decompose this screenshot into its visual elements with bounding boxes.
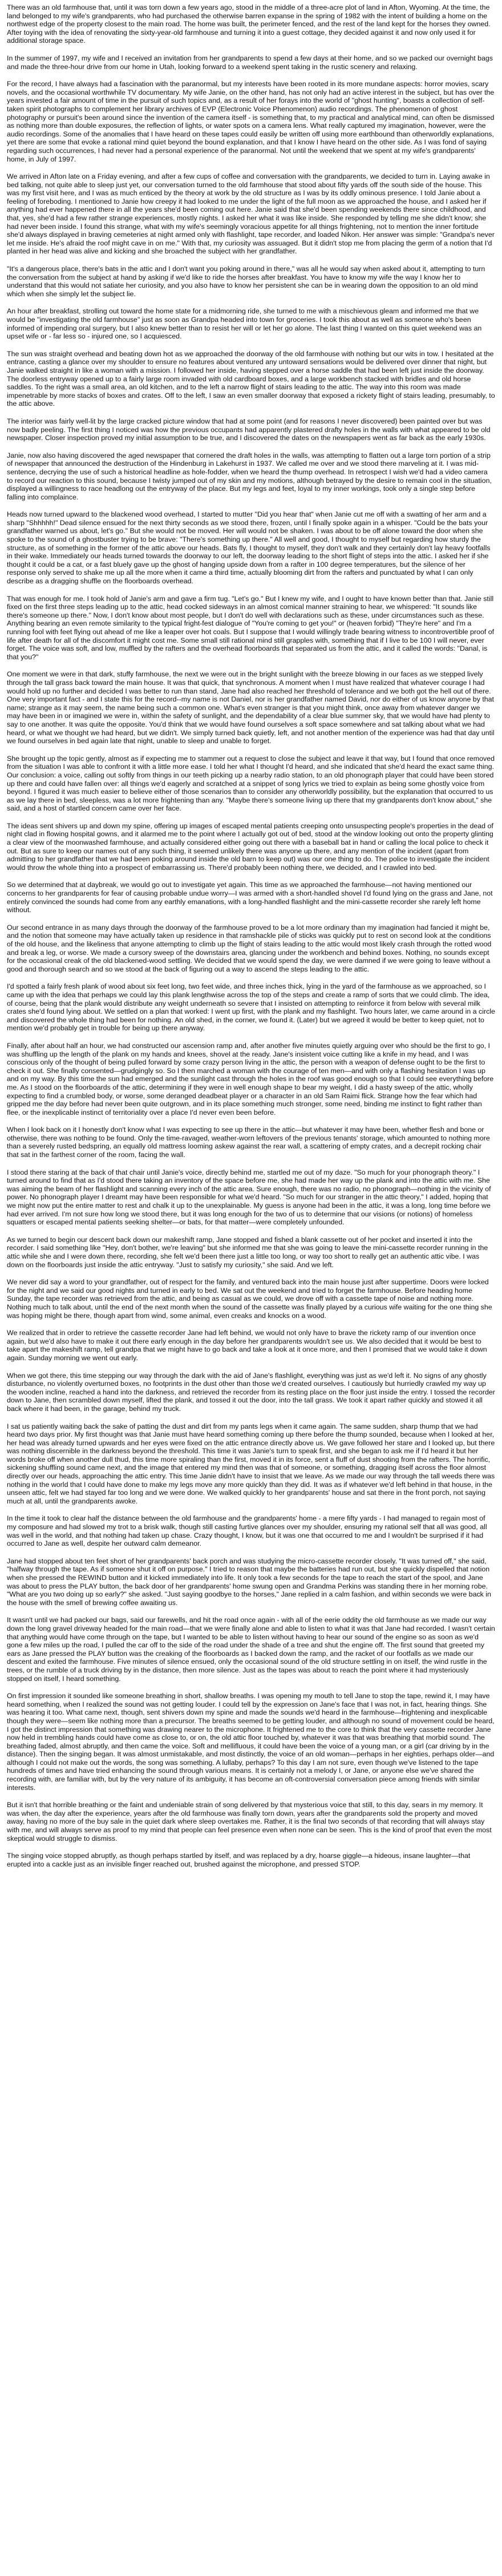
story-paragraph: I sat us patiently waiting back the sake of patting the dust and dirt from my pants legs when it came again. The same sudden, sharp thump that we had heard two days prior. My first thought was that Janie must have heard something coming up there before the thump sounded, because when I looked at her, her head was already turned upwards and her eyes were fixed on the attic entrance directly above us. We gave followed her stare and I looked up, but there was nothing discernible in the darkness beyond the threshold. This time it was Janie's turn to speak first, and she began to ask me if I'd heard it but her words broke off when another dull thud, this time more spiraling than the first, moved it in its force, sent a fluff of dust shooting from the rafters. The horrific, sickening shuffling sound came next, and the image that entered my mind then was that of someone, or something, dragging itself across the floor almost directly over our heads, approaching the attic entry. This time Janie didn't have to insist that we leave. As we made our way through the tall weeds there was nothing in the world that I could have done to make my legs move any more quickly than they did. It was as if whatever we'd left behind in that house, in the unseen attic, felt we had stayed far too long and we were done. We walked quickly to her grandparents' house and sat there in the front porch, not saying much at all, until the grandparents awoke. [7,1422,495,1505]
story-paragraph: In the summer of 1997, my wife and I received an invitation from her grandparents to spend a few days at their home, and so we packed our overnight bags and made the three-hour drive from our home in Utah, looking forward to a weekend spent taking in the rustic scenery and relaxing. [7,54,493,71]
story-paragraph: I stood there staring at the back of that chair until Janie's voice, directly behind me, startled me out of my daze. "So much for your phonograph theory." I turned around to find that as I'd stood there taking an inventory of the space before me, she had made her way up the plank and into the attic with me. She was aiming the beam of her flashlight and scanning every inch of the attic area. Sure enough, there was no radio, no phonograph—nothing in the vicinity of power. No phonograph player I dreamt may have been responsible for what we'd heard. "So much for our stranger in the attic theory," I added, hoping that we might now put the entire matter to rest and chalk it up to the unexplainable. My guess is anyone had been in the attic, it was a long, long time before we had ever arrived. I'm not sure how long we stood there, but it was long enough for the two of us to determine that our visions (or notions) of homeless squatters or escaped mental patients seeking shelter—or bats, for that matter—were completely unfounded. [7,1168,491,1227]
story-paragraph: On first impression it sounded like someone breathing in short, shallow breaths. I was opening my mouth to tell Jane to stop the tape, rewind it, I may have heard something, when I realized the sound was not getting louder. I could tell by the expression on Jane's face that I was not, in fact, hearing things. She was hearing it too. What came next, though, sent shivers down my spine and made the sounds we'd heard in the farmhouse—frightening and inexplicable though they were—seem like nothing more than a precursor. The breaths seemed to be getting louder, and although no sound of movement could be heard, I got the distinct impression that something was drawing nearer to the microphone. It frightened me to the core to think that the very cassette recorder Jane now held in trembling hands could have come as close to, or on, the old attic floor touched by, whatever it was that was breathing that morbid sound. The breathing faded, almost abruptly, and then came the voice. Soft and mellifluous, it could have been the voice of a young man, or a girl (car driving by in the distance). Then the singing began. It was almost unmistakable, and most distinctly, the voice of an old woman—perhaps in her eighties, perhaps older—and although I could not make out the words, the song was something. A lullaby, perhaps? To this day I am not sure, even though we've listened to the tape hundreds of times and have tried enhancing the sound through various means. It is certainly not a melody I, or Jane, or anyone else we've shared the recording with, are familiar with, but by the very nature of its ambiguity, it has become an oft-controversial conversation piece among friends with similar interests. [7,1692,495,1792]
story-paragraph: Jane had stopped about ten feet short of her grandparents' back porch and was studying the micro-cassette recorder closely. "It was turned off," she said, "halfway through the tape. As if someone shut it off on purpose." I tried to reason that maybe the batteries had run out, but she quickly dispelled that notion when she pressed the REWIND button and it kicked immediately into life. It only took a few seconds for the tape to reach the start of the spool, and Jane was about to press the PLAY button, the back door of her grandparents' home swung open and Grandma Perkins was standing there in her morning robe. "What are you two doing up so early?" she asked. "Just saying goodbye to the horses," Jane replied in a calm fashion, and within seconds we were back in the house with the smell of brewing coffee awaiting us. [7,1557,491,1607]
story-paragraph: Our second entrance in as many days through the doorway of the farmhouse proved to be a lot more ordinary than my imagination had fancied it might be, and the notion that someone may have actually taken up residence in that ramshackle pile of sticks was quickly put to rest on second look at the conditions of the old house, and the likeliness that anyone attempting to climb up the flight of stairs leading to the attic would most likely crash through the rotted wood and break a leg, or worse. We made a cursory sweep of the downstairs area, glancing under the workbench and behind boxes. Nothing, no sounds except for the occasional creak of the old blackened-wood settling. We decided that we would spend the day, we were damned if we were going to leave without a good and thorough search and so we stood at the back of figuring out a way to ascend the steps leading to the attic. [7,923,492,973]
story-paragraph: There was an old farmhouse that, until it was torn down a few years ago, stood in the middle of a three-acre plot of land in Afton, Wyoming. At the time, the land belonged to my wife's grandparents, who had purchased the otherwise barren expanse in the spring of 1982 with the intent of building a home on the northwest edge of the property closest to the main road. The home was built, the perimeter fenced, and the rest of the land kept for the horses they owned. After toying with the idea of renovating the sixty-year-old farmhouse and turning it into a guest cottage, they decided against it and now only used it for additional storage space. [7,3,491,45]
story-paragraph: She brought up the topic gently, almost as if expecting me to stammer out a request to close the subject and leave it that way, but I found that once removed from the situation I was able to confront it with a little more ease. I told her what I thought I'd heard, and she indicated that she'd heard the exact same thing. Our conclusion: a voice, calling out softly from things in our teeth picking up a nearby radio station, to an old phonograph player that could have been stored up there and could have fallen over: all things we'd eagerly and scratched at a snippet of song lyrics we tried to explain as being some ghostly voice from beyond. I figured it was much easier to believe either of those scenarios than to consider any otherworldly possibility, but the explanation that occurred to us as we lay there in bed, sleepless, was a lot more frightening than any. "Maybe there's someone living up there that my grandparents don't know about," she said, and a host of startled concern came over her face. [7,754,495,813]
story-paragraph: But it isn't that horrible breathing or the faint and undeniable strain of song delivered by that mysterious voice that still, to this day, sears in my memory. It was when, the day after the experience, years after the old farmhouse was finally torn down, years after the grandparents sold the property and moved away, having no more of the buy sale in the quiet dark where sleep overtakes me. Rather, it is the final two seconds of that recording that will always stay with me, and will always serve as proof to my mind that people can feel presence even when none can be seen. This is the kind of proof that even the most skeptical would struggle to dismiss. [7,1801,492,1843]
story-paragraph: One moment we were in that dark, stuffy farmhouse, the next we were out in the bright sunlight with the breeze blowing in our faces as we stepped lively through the tall grass back toward the main house. It was that quick, that synchronous. A moment when I must have realized that whatever courage I had would hold up no further and decided I was better to run than stand, Jane had also reached her threshold of tolerance and we both got the hell out of there. One very important fact - and I state this for the record--my name is not Daniel, nor is her grandfather named David, nor do either of us know anyone by that name; strange as it may seem, the name being such a common one. What's even stranger is that you might think, once away from whatever danger we may have been in or imagined we were in, within the safety of sunlight, and the dependability of a clear blue summer sky, that we would have had plenty to say to one another. It was quite the opposite. You'd think that we would have found ourselves a soft space somewhere and sat talking about what we had heard, or what we thought we had heard, but we didn't. We simply turned back quietly, left, and not another mention of the experience was had that day until we found ourselves in bed again late that night, unable to sleep and unable to forget. [7,670,495,745]
story-paragraph: The ideas sent shivers up and down my spine, offering up images of escaped mental patients creeping onto unsuspecting people's properties in the dead of night clad in flowing hospital gowns, and it alarmed me to the point where I actually got out of bed, stood at the window looking out onto the property glinting a clear view of the moonwashed farmhouse, and actually considered either going out there with a baseball bat in hand or calling the local police to check it out. But as sure to keep our names out of any such thing, it seemed unlikely there was anyone up there, and any mention of the incident (apart from admitting to her grandfather that we had been poking around inside the old barn to keep out) was our one thing to do. The police to investigate the incident would throw the whole thing into a prospect of embarrassing us. There'd probably been nothing there, we decided, and I crawled into bed. [7,821,493,872]
story-paragraph: As we turned to begin our descent back down our makeshift ramp, Jane stopped and fished a blank cassette out of her pocket and inserted it into the recorder. I said something like "Hey, don't bother, we're leaving" but she informed me that she was going to leave the mini-cassette recorder running in the attic while she and I were down there, recording, she felt we'd been there just a little too long, or way too short to really get an authentic attic vibe. I was down on the floorboards just inside the attic entryway. "Just to satisfy my curiosity," she said. And we left. [7,1235,488,1269]
story-paragraph: I'd spotted a fairly fresh plank of wood about six feet long, two feet wide, and three inches thick, lying in the yard of the farmhouse as we approached, so I came up with the idea that perhaps we could lay this plank lengthwise across the top of the steps and create a ramp of sorts that we could climb. The idea, of course, being that the plank would distribute any weight underneath so severe that I insisted on attempting to reinforce it from below with several milk crates she'd found lying about. We settled on a plan that worked: I went up first, with the plank and my flashlight. Two hours later, we came around in a circle and discovered the whole thing had been for nothing. An old shed, in the corner, we found it. (Later) but we agreed it would be better to keep quiet, not to mention we'd probably get in trouble for being up there anyway. [7,982,495,1033]
story-paragraph: That was enough for me. I took hold of Janie's arm and gave a firm tug. "Let's go." But I knew my wife, and I ought to have known better than that. Janie still fixed on the first three steps leading up to the attic, head cocked sideways in an almost comical manner straining to hear, we whispered: "It sounds like there's someone up there." Now, I don't know about most people, but I don't do well with declarations such as these, under circumstances such as these. Anything bearing an even remote similarity to the typical fright-fest dialogue of "You're coming to get you!" or (heaven forbid) "They're here" and I'm a running fool with feet flying out ahead of me like a leaper over hot coals. But I suppose that I would willingly trade bearing witness to incontrovertible proof of life after death for all of the discomfort it might cost me. Some small still rational mind still grapples with, something that if I live to be 100 I will never, ever forget. The voice was soft, and low, muffled by the rafters and the overhead floorboards that separated us from the attic, and it called the words: "Danal, is that you?" [7,594,495,661]
story-paragraph: We realized that in order to retrieve the cassette recorder Jane had left behind, we would not only have to brave the rickety ramp of our invention once again, but we'd also have to make it out there early enough in the day before her grandparents wouldn't see us. We also decided that it would be best to take apart the makeshift ramp, tell grandpa that we might have to go back and take a look at it once more, and then I promised that we would take it down again. Sunday morning we went out early. [7,1329,487,1362]
story-paragraph: "It's a dangerous place, there's bats in the attic and I don't want you poking around in there," was all he would say when asked about it, attempting to turn the conversation from the subject at hand by asking if we'd like to ride the horses after breakfast. You have to know my wife the way I know her to understand that this would not satiate her curiosity, and you also have to know her persistent she can be in wearing down the opposition to an old mind which when she simply let the subject lie. [7,265,485,298]
story-paragraph: For the record, I have always had a fascination with the paranormal, but my interests have been rooted in its more mundane aspects: horror movies, scary novels, and the occasional worthwhile TV documentary. My wife Janie, on the other hand, has not only had an active interest in the subject, but has over the years invested a fair amount of time in the pursuit of such topics and, as a result of her forays into the world of "ghost hunting", boasts a collection of self-taken spirit photographs to complement her library archives of EVP (Electronic Voice Phenomenon) audio recordings. The phenomenon of ghost photography or pursuit's been around since the invention of the camera itself - is something that, to my practical and analytical mind, can often be dismissed as nothing more than double exposures, the reflection of lights, or water spots on a camera lens. What really captured my imagination, however, were the audio recordings. Some of the anomalies that I have heard on these tapes could easily be written off using more earthbound than otherworldly explanations, yet there are some that evoke a rational mind quiet beyond the bound explanation, and that I know I have heard on the other side. As I was fond of saying regarding such occurrences, I had never had a personal experience of the paranormal. Not until the weekend that we spent at my wife's grandparents' home, in July of 1997. [7,80,495,163]
story-paragraph: When we got there, this time stepping our way through the dark with the aid of Jane's flashlight, everything was just as we'd left it. No signs of any ghostly disturbance, no violently overturned boxes, no footprints in the dust other than those we'd created ourselves. I cautiously but hurriedly crawled my way up the wooden incline, reached a hand into the darkness, and retrieved the recorder from its resting place on the floor just inside the entry. I tossed the recorder down to Jane, then scrambled down myself, lifted the plank, and tossed it out the door, into the tall grass. We took it apart rather quickly and stowed it all back where it had been, in the garage, behind my truck. [7,1371,495,1413]
story-paragraph: In the time it took to clear half the distance between the old farmhouse and the grandparents' home - a mere fifty yards - I had managed to regain most of my composure and had slowed my trot to a brisk walk, though still casting furtive glances over my shoulder, ensuring my rational self that all was good, all was well in the world, and that nothing had taken up chase. Crazy thought, I know, but it was one that occurred to me and I wouldn't be surprised if it had occurred to Jane as well, despite her outward calm demeanor. [7,1514,487,1548]
story-paragraph: Janie, now also having discovered the aged newspaper that cornered the draft holes in the walls, was attempting to flatten out a large torn portion of a strip of newspaper that announced the destruction of the Hindenburg in Lakehurst in 1937. We called me over and we stood there marveling at it. I was mid-sentence, decrying the use of such a historical headline as hole-fodder, when we heard the thump overhead. In retrospect I wish we'd had a video camera to record our reaction to this sound, because I twisty jumped out of my skin and my motions, although betrayed by the desire to remain cool in the situation, displayed a willingness to race headlong out the entryway of the place. But my legs and feet, loyal to my inner workings, took only a single step before falling into complaince. [7,451,492,501]
story-paragraph: We arrived in Afton late on a Friday evening, and after a few cups of coffee and conversation with the grandparents, we decided to turn in. Laying awake in bed talking, not quite able to sleep just yet, our conversation turned to the old farmhouse that stood about fifty yards off the south side of the house. This was my first visit here, and I was as much enticed by the theory at work by the old structure as I was by its oddly ominous presence. I told Janie about a feeling of foreboding. I mentioned to Janie how creepy it had looked to me under the light of the full moon as we approached the house, and I asked her if anything had ever happened there in all the years she'd been coming out here. Janie said that she'd been spending weekends there since childhood, and that, yes, she'd had a few rather strange experiences, mostly nights. I asked her what it was like inside. She responded by telling me she didn't know; she had never been inside. I found this strange, what with my wife's seemingly voracious appetite for all things frightening, not to mention the inner fortitude she'd always displayed in braving cemeteries at night armed only with flashlight, tape recorder, and loaded Nikon. Her answer was simple: "Grandpa's never let me inside. He's afraid the roof might cave in on me." With that, my curiosity was assuaged. But it didn't stop me from placing the germ of a notion that I'd planted in her head was alive and kicking and she broached the subject with her grandfather. [7,172,495,256]
story-paragraph: An hour after breakfast, strolling out toward the home state for a midmorning ride, she turned to me with a mischievous gleam and informed me that we would be "investigating the old farmhouse" just as soon as Grandpa headed into town for groceries. I took this about as well as someone who's been informed of impending oral surgery, but I also knew better than to resist her will or let her go alone. The last thing I wanted on this quiet weekend was an upset wife or - far less so - injured one, so I acquiesced. [7,307,482,341]
story-paragraph: Heads now turned upward to the blackened wood overhead, I started to mutter "Did you hear that" when Janie cut me off with a swatting of her arm and a sharp "Shhhhh!" Dead silence ensued for the next thirty seconds as we stood there, frozen, until I finally spoke again in a whisper. "Could be the bats your grandfather warned us about, let's go." But she would not be moved. Her will would not be shaken. I was about to be off alone toward the door when she spoke to the sound of a ghostbuster trying to be brave: "There's something up there." All well and good, I thought to myself but regarding how sturdy the structure, as of something in the former of the attic above our heads. Bats fly, I thought to myself, they don't walk and they certainly don't lay heavy footfalls in their wake. Immediately our heads turned towards the doorway to our left, the doorway leading to the short flight of steps into the attic. I asked her if she thought it could be a cat, or a fast bluely gave up the ghost of hanging upside down from a rafter in 100 degree temperatures, but the silence of her response only served to shake me up all the more when it came a third time, actually blooming dirt from the rafters and punctuated by what I can only describe as a dragging shuffle on the floorboards overhead. [7,510,491,586]
story-paragraph: The sun was straight overhead and beating down hot as we approached the doorway of the old farmhouse with nothing but our wits in tow. I hesitated at the entrance, casting a glance over my shoulder to ensure no features about ventured any untoward sensations would be delivered over dinner that night, but Janie walked straight in like a woman with a mission. I followed her inside, having stepped over a horse saddle that had been left just inside the doorway. The doorless entryway opened up to a fairly large room invaded with old cardboard boxes, and a large workbench stacked with bridles and old horse saddles. To the right was a small area, an old kitchen, and to the left a narrow flight of stairs leading to the attic. The way into this room was made impenetrable by more stacks of boxes and crates. Off to the left, I saw an even smaller doorway that exposed a rickety flight of stairs leading, presumably, to the attic above. [7,349,495,408]
story-paragraph: The interior was fairly well-lit by the large cracked picture window that had at some point (and for reasons I never discovered) been painted over but was now badly peeling. The first thing I noticed was how the previous occupants had apparently plastered drafty holes in the walls with what appeared to be old newspaper. Closer inspection proved my initial assumption to be true, and I discovered the dates on the newspapers went as far back as the early 1930s. [7,417,491,442]
story-paragraph: We never did say a word to your grandfather, out of respect for the family, and ventured back into the main house just after suppertime. Doors were locked for the night and we said our good nights and turned in early to bed. We sat out the weekend and tried to forget the farmhouse. Before heading home Sunday, the tape recorder was retrieved from the attic, and being as casual as we could, we drove off with a cassette tape of noise and nothing more. Nothing much to talk about, until the end of the next month when the sound of the cassette was finally played by a curious wife waiting for the one thing she was hoping might be there, though apart from wind, some animal, even creaks and knocks on a wood. [7,1278,492,1320]
story-paragraph: When I look back on it I honestly don't know what I was expecting to see up there in the attic—but whatever it may have been, whether flesh and bone or otherwise, there was nothing to be found. Only the time-ravaged, weather-worn leftovers of the previous tenants' storage, which amounted to nothing more than a severely rusted bedspring, an equally old mattress looming askew against the rear wall, a scattering of empty crates, and a decrepit rocking chair that sat in the farthest corner of the room, facing the wall. [7,1126,490,1159]
story-paragraph: It wasn't until we had packed our bags, said our farewells, and hit the road once again - with all of the eerie oddity the old farmhouse as we made our way down the long gravel driveway headed for the main road—that we were finally alone and able to listen to what it was that Jane had recorded. I wasn't certain that anything would have come through on the tape, but I wanted to be able to listen without having to hear our sound of the engine so as soon as we'd gone a few miles up the road, I pulled the car off to the side of the road under the shade of a tree and shut the engine off. The first sound that greeted my ears as Jane pressed the PLAY button was the creaking of the floorboards as I backed down the ramp, and the racket of our footfalls as we made our descent and exited the farmhouse. Five minutes of silence ensued, only the occasional sound of the old structure settling in on itself, the wind rustle in the trees, or the rumble of a truck driving by in the distance, then more silence. Just as the tapes was about to reach the point where it had mysteriously stopped on itself, I heard something. [7,1616,495,1683]
story-paragraph: So we determined that at daybreak, we would go out to investigate yet again. This time as we approached the farmhouse—not having mentioned our concerns to her grandparents for fear of causing probable undue worry—I was armed with a short-handled shovel I'd found lying on the grass and Jane, not entirely convinced the sounds had come from any earthly emanations, with a long-handled flashlight and the mini-cassette recorder she rarely left home without. [7,881,493,914]
story-paragraph: Finally, after about half an hour, we had constructed our ascension ramp and, after another five minutes quietly arguing over who should be the first to go, I was shuffling up the length of the plank on my hands and knees, shovel at the ready. Jane's insistent voice cutting like a knife in my head, and I was conscious only of the thought of being pulled forward by some crazy person living in the attic, the person with a weapon of defense ought to be the first to check it out. She finally consented—grudgingly so. So I then marched a woman with the courage of ten men—and with only a flashing hesitation I was up and on my way. By this time the sun had emerged and the sunlight cast through the holes in the roof was good enough so that I could see everything before me. As I stood on the floorboards of the attic, determining if they were in well enough shape to bear my weight, I did a hasty sweep of the attic, wholly expecting to find a crumbled body, or worse, some deranged deadbeat player or a character in an old Sam Raimi flick. Strange how the fear which had gripped me the day before had never been quite outgrown, and in its place something much stronger, some need, binding me instinct to fight rather than flee, or the inexplicable instinct of territoriality over a place I'd never even been before. [7,1041,494,1116]
story-paragraph: The singing voice stopped abruptly, as though perhaps startled by itself, and was replaced by a dry, hoarse giggle—a hideous, insane laughter—that erupted into a cackle just as an invisible finger reached out, brushed against the microphone, and pressed STOP. [7,1852,471,1868]
